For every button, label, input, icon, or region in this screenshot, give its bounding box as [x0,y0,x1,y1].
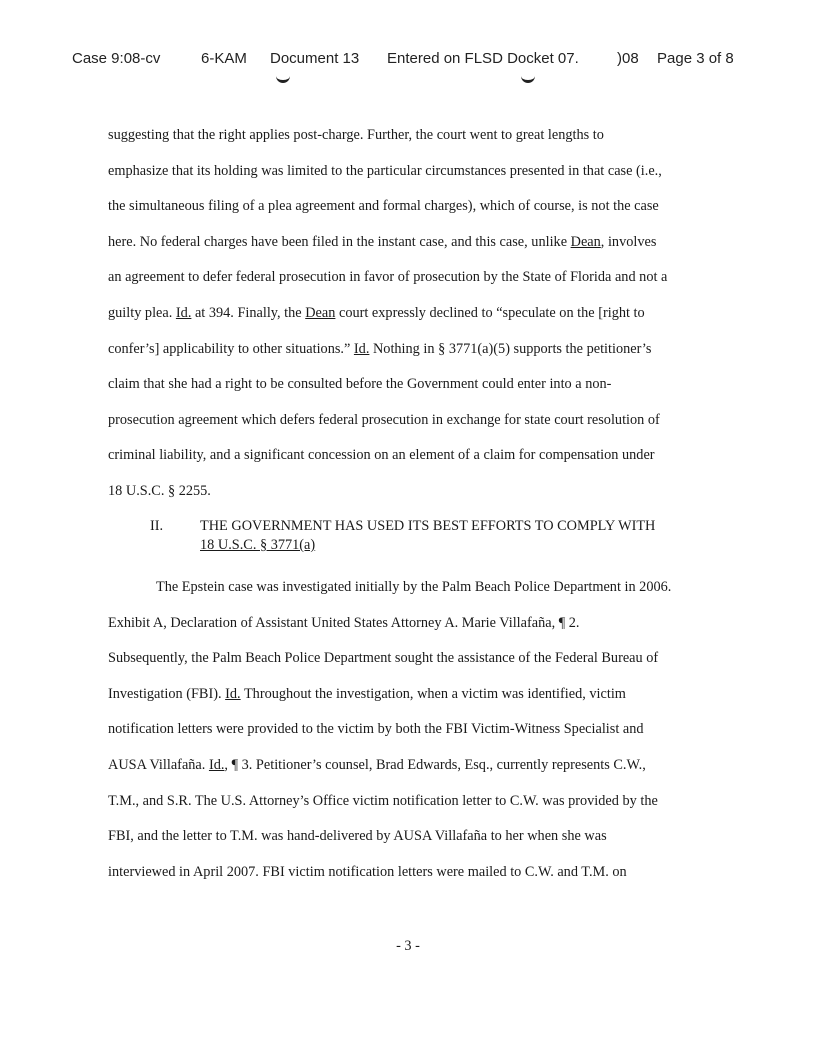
header-mark-left [276,74,290,83]
text-line: here. No federal charges have been filed in the instant case, and this case, unlike Dean, involves [108,233,657,250]
paragraph-right-to-confer [108,118,714,510]
text-line: interviewed in April 2007. FBI victim notification letters were mailed to C.W. and T.M. on [108,863,627,880]
paragraph-investigation [108,570,714,890]
text-line: Exhibit A, Declaration of Assistant United States Attorney A. Marie Villafaña, ¶ 2. [108,614,580,631]
text-line: prosecution agreement which defers federal prosecution in exchange for state court resolution of [108,411,660,428]
section-title-citation: 18 U.S.C. § 3771(a) [200,537,316,553]
header-case-suffix: 6-KAM [201,50,247,67]
header-docket-year: )08 [617,50,639,67]
text-line: claim that she had a right to be consulted before the Government could enter into a non- [108,376,612,393]
text-line: criminal liability, and a significant concession on an element of a claim for compensation under [108,447,655,464]
text-line: 18 U.S.C. § 2255. [108,482,211,499]
section-title: THE GOVERNMENT HAS USED ITS BEST EFFORTS TO COMPLY WITH [200,518,656,534]
header-case-number: Case 9:08-cv [72,50,161,67]
text-line: notification letters were provided to the victim by both the FBI Victim-Witness Specialist and [108,721,644,738]
citation-id: Id. [175,304,192,321]
citation-id: Id. [225,685,241,702]
text-line: suggesting that the right applies post-charge. Further, the court went to great lengths to [108,127,604,143]
text-line: confer’s] applicability to other situations.” Id. Nothing in § 3771(a)(5) supports the petitioner’s [108,340,652,357]
header-page-count: Page 3 of 8 [657,50,734,67]
section-number: II. [150,518,164,534]
text-line: FBI, and the letter to T.M. was hand-delivered by AUSA Villafaña to her when she was [108,828,607,845]
page-number: - 3 - [396,938,420,954]
header-mark-right [521,74,535,83]
citation-id: Id. [208,756,225,773]
text-line: AUSA Villafaña. Id., ¶ 3. Petitioner’s counsel, Brad Edwards, Esq., currently represents C.W., [108,756,646,773]
docket-header [72,50,752,72]
text-line: an agreement to defer federal prosecution in favor of prosecution by the State of Florida and not a [108,269,668,286]
text-line: The Epstein case was investigated initially by the Palm Beach Police Department in 2006. [156,579,672,595]
text-line: guilty plea. Id. at 394. Finally, the Dean court expressly declined to “speculate on the [right to [108,304,645,321]
text-line: Subsequently, the Palm Beach Police Department sought the assistance of the Federal Bureau of [108,650,659,667]
case-citation-dean: Dean [305,304,336,321]
case-citation-dean: Dean [570,233,601,250]
text-line: emphasize that its holding was limited to the particular circumstances presented in that case (i.e., [108,162,662,179]
text-line: the simultaneous filing of a plea agreement and formal charges), which of course, is not the case [108,198,659,215]
header-entered-docket: Entered on FLSD Docket 07. [387,50,579,67]
citation-id: Id. [353,340,370,357]
text-line: Investigation (FBI). Id. Throughout the investigation, when a victim was identified, victim [108,685,626,702]
text-line: T.M., and S.R. The U.S. Attorney’s Office victim notification letter to C.W. was provided by the [108,792,658,809]
header-document-number: Document 13 [270,50,360,67]
